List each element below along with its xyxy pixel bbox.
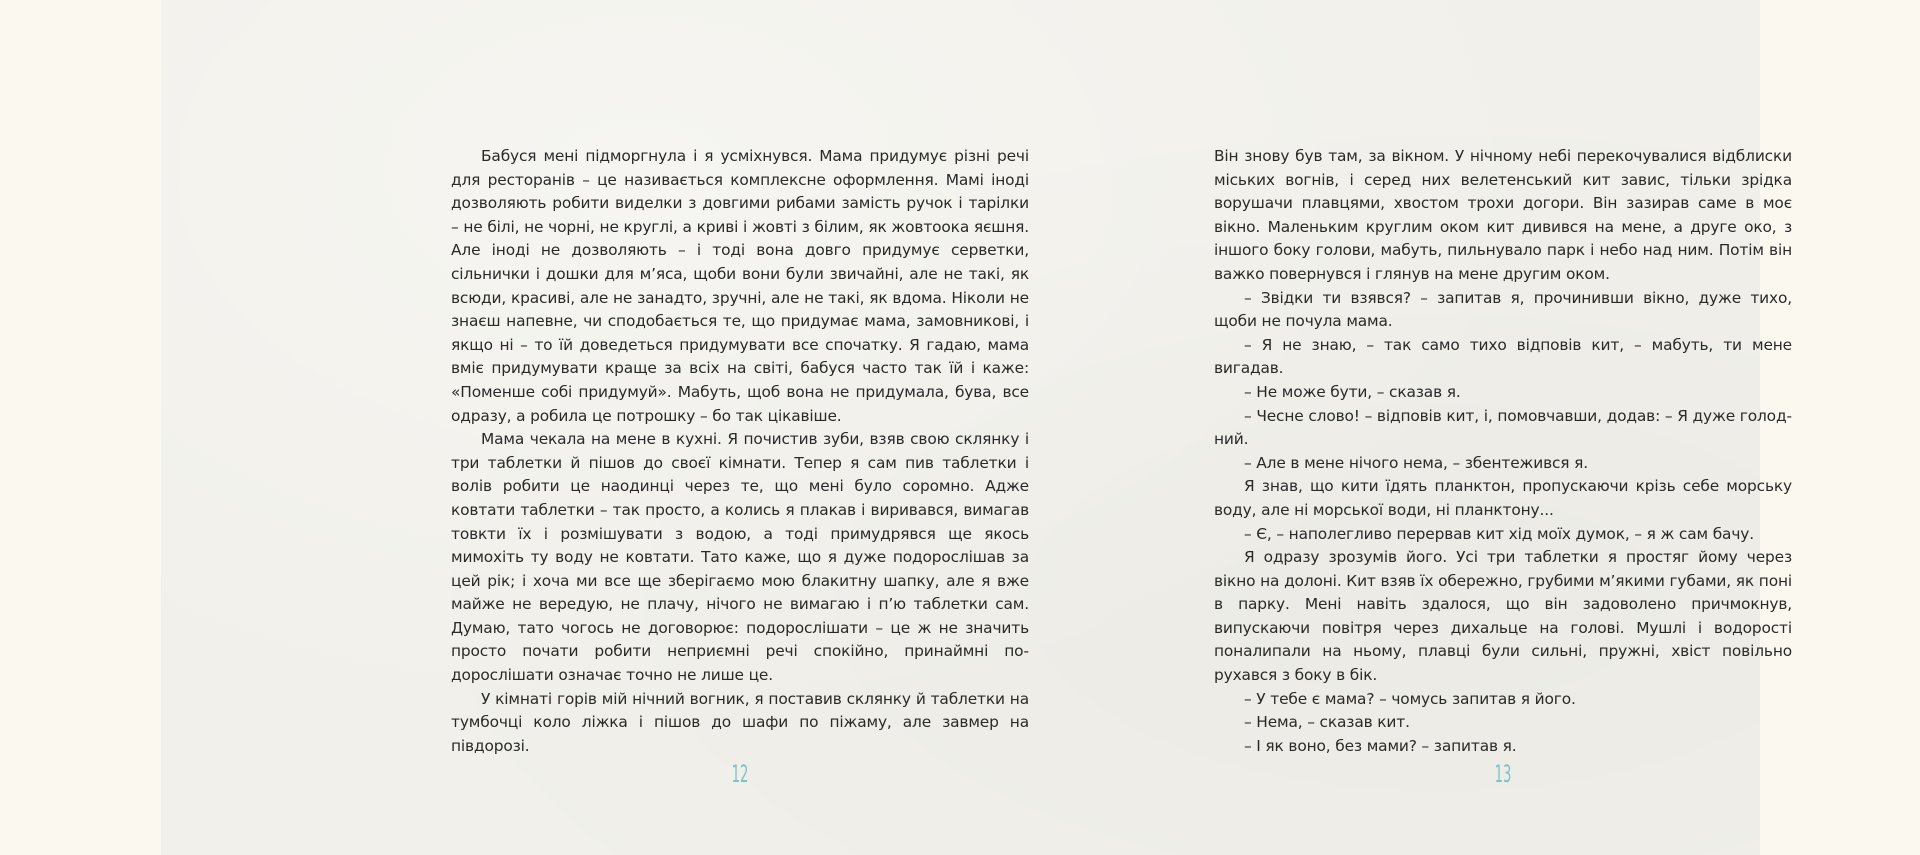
paragraph: – Нема, – сказав кит. (1244, 713, 1410, 732)
right-page-text (1214, 145, 1792, 758)
paragraph: – Але в мене нічого нема, – збентежився я. (1244, 453, 1589, 472)
paragraph: Бабуся мені підморгнула і я усміхнувся. Мама придумує різні речі для ресторанів – це називається комплексне оформлення. Мамі іноді дозволяють робити виделки з довгими рибами замість ручок і тарілки – не білі, не чорні, не круглі, а криві і жовті з білим, як жовтоока яєшня. Але іноді не дозволяють – і тоді вона довго придумує серветки, сільнички і дошки для м’яса, щоби вони були звичайні, але не такі, як всюди, красиві, але не занадто, зручні, але не такі, як вдома. Ніколи не знаєш напевне, чи сподобається те, що придумає мама, замовникові, і якщо ні – то їй доведеться придумувати все спочатку. Я гадаю, мама вміє придумувати краще за всіх на світі, бабуся часто так їй і каже: «Поменше собі придумуй». Мабуть, щоб вона не придумала, бува, все одразу, а робила це потрошку – бо так цікавіше. (451, 147, 1029, 425)
paragraph: – Я не знаю, – так само тихо відповів кит, – мабуть, ти мене вигадав. (1214, 335, 1792, 378)
left-page-number: 12 (731, 760, 749, 788)
paragraph: Я знав, що кити їдять планктон, пропускаючи крізь себе морську воду, але ні морської води, ні планктону... (1214, 477, 1792, 519)
paragraph: – Звідки ти взявся? – запитав я, прочинивши вікно, дуже тихо, щоби не почула мама. (1214, 288, 1792, 331)
paragraph: – У тебе є мама? – чомусь запитав я його. (1244, 689, 1576, 708)
paragraph: – Не може бути, – сказав я. (1244, 382, 1461, 401)
right-page-number: 13 (1494, 760, 1512, 788)
paragraph: Він знову був там, за вікном. У нічному небі перекочувалися відблиски міських вогнів, і серед них велетенський кит завис, тільки зрідка ворушачи плавцями, хвостом трохи догори. Він зазирав саме в моє вікно. Маленьким круглим оком кит дивився на мене, а друге око, з іншого боку голови, мабуть, пильнувало парк і небо над ним. Потім він важко повернувся і глянув на мене другим оком. (1214, 147, 1792, 283)
paragraph: У кімнаті горів мій нічний вогник, я поставив склянку й таблетки на тумбочці коло ліжка і пішов до шафи по піжаму, але завмер на півдорозі. (451, 689, 1029, 755)
paragraph: – Є, – наполегливо перервав кит хід моїх думок, – я ж сам бачу. (1244, 524, 1754, 543)
book-spread (161, 0, 1792, 855)
paragraph: Мама чекала на мене в кухні. Я почистив зуби, взяв свою склянку і три таблетки й пішов до своєї кімнати. Тепер я сам пив таблетки і волів робити це наодинці через те, що мені було соромно. Адже ковтати таблетки – так просто, а колись я плакав і виривався, вимагав товкти їх і розмішувати з водою, а тоді примудрявся ще якось мимохіть ту воду не ковтати. Тато каже, що я дуже подорослішав за цей рік; і хоча ми все ще зберігаємо мою блакитну шапку, але я вже майже не вередую, не плачу, нічого не вимагаю і п’ю таблетки сам. Думаю, тато чогось не договорює: подорослішати – це ж не значить просто почати робити неприємні речі спокійно, принаймні подорослішати означає точно не лише це. (451, 430, 1029, 685)
paragraph: – Чесне слово! – відповів кит, і, помовчавши, додав: – Я дуже голодний. (1214, 406, 1792, 449)
paragraph: Я одразу зрозумів його. Усі три таблетки я простяг йому через вікно на долоні. Кит взяв їх обережно, грубими м’якими губами, як поні в парку. Мені навіть здалося, що він задоволено причмокнув, випускаючи повітря через дихальце на голові. Мушлі і водорості поналипали на ньому, плавці були сильні, пружні, хвіст повільно рухався з боку в бік. (1214, 548, 1792, 685)
paragraph: – І як воно, без мами? – запитав я. (1244, 736, 1517, 755)
left-page-text (451, 145, 1029, 758)
